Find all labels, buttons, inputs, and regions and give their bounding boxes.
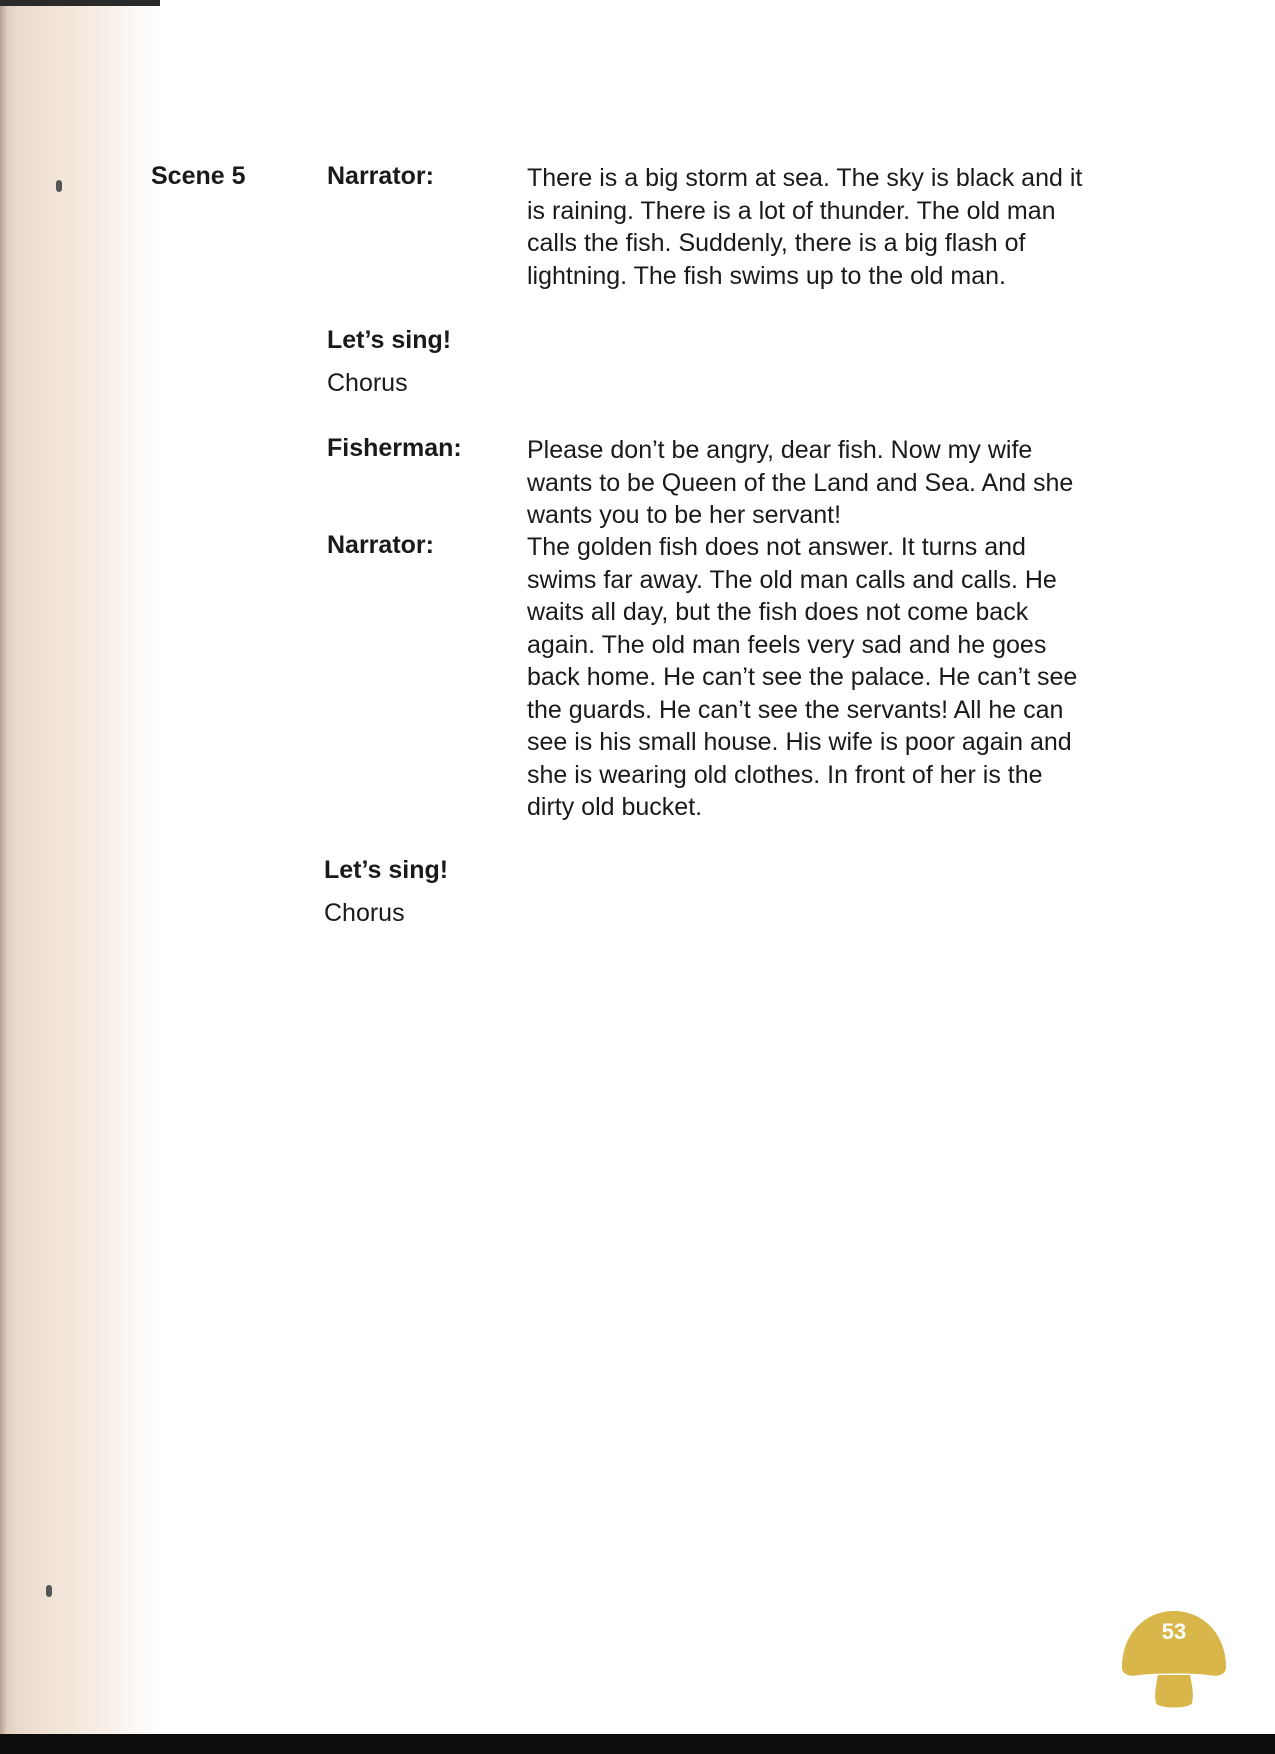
binding-mark bbox=[56, 180, 62, 192]
dialogue-line: she is wearing old clothes. In front of her is the bbox=[527, 760, 1043, 789]
sing-heading: Let’s sing! bbox=[324, 856, 449, 884]
dialogue-line: waits all day, but the fish does not come back bbox=[527, 598, 1029, 626]
dialogue-line: swims far away. The old man calls and calls. He bbox=[527, 565, 1057, 594]
sing-chorus: Chorus bbox=[327, 369, 408, 397]
dialogue-line: lightning. The fish swims up to the old man. bbox=[527, 261, 1006, 290]
dialogue-text bbox=[527, 434, 1167, 532]
sing-heading: Let’s sing! bbox=[327, 326, 452, 354]
binding-mark bbox=[46, 1585, 52, 1597]
page-number-badge bbox=[1118, 1603, 1230, 1711]
dialogue-line: calls the fish. Suddenly, there is a big flash of bbox=[527, 229, 1026, 257]
scan-top-edge bbox=[0, 0, 160, 6]
dialogue-line: is raining. There is a lot of thunder. The old man bbox=[527, 196, 1056, 225]
page-edge bbox=[0, 0, 6, 1754]
dialogue-line: wants you to be her servant! bbox=[527, 501, 842, 529]
dialogue-text bbox=[527, 531, 1167, 824]
dialogue-line: wants to be Queen of the Land and Sea. And she bbox=[527, 468, 1074, 497]
scan-bottom-edge bbox=[0, 1734, 1275, 1754]
dialogue-line: There is a big storm at sea. The sky is black and it bbox=[527, 164, 1083, 192]
dialogue-line: back home. He can’t see the palace. He can’t see bbox=[527, 663, 1078, 691]
speaker-label: Fisherman: bbox=[327, 434, 462, 462]
dialogue-line: the guards. He can’t see the servants! All he can bbox=[527, 695, 1064, 724]
speaker-label: Narrator: bbox=[327, 531, 434, 559]
sing-chorus: Chorus bbox=[324, 899, 405, 927]
page-number: 53 bbox=[1161, 1619, 1187, 1644]
dialogue-line: see is his small house. His wife is poor again and bbox=[527, 728, 1072, 756]
scene-label: Scene 5 bbox=[151, 162, 246, 190]
page-binding-shadow bbox=[0, 0, 160, 1754]
dialogue-text bbox=[527, 162, 1167, 292]
dialogue-line: dirty old bucket. bbox=[527, 793, 703, 821]
speaker-label: Narrator: bbox=[327, 162, 434, 190]
dialogue-line: The golden fish does not answer. It turns and bbox=[527, 533, 1026, 561]
dialogue-line: again. The old man feels very sad and he goes bbox=[527, 630, 1047, 659]
dialogue-line: Please don’t be angry, dear fish. Now my wife bbox=[527, 436, 1033, 464]
